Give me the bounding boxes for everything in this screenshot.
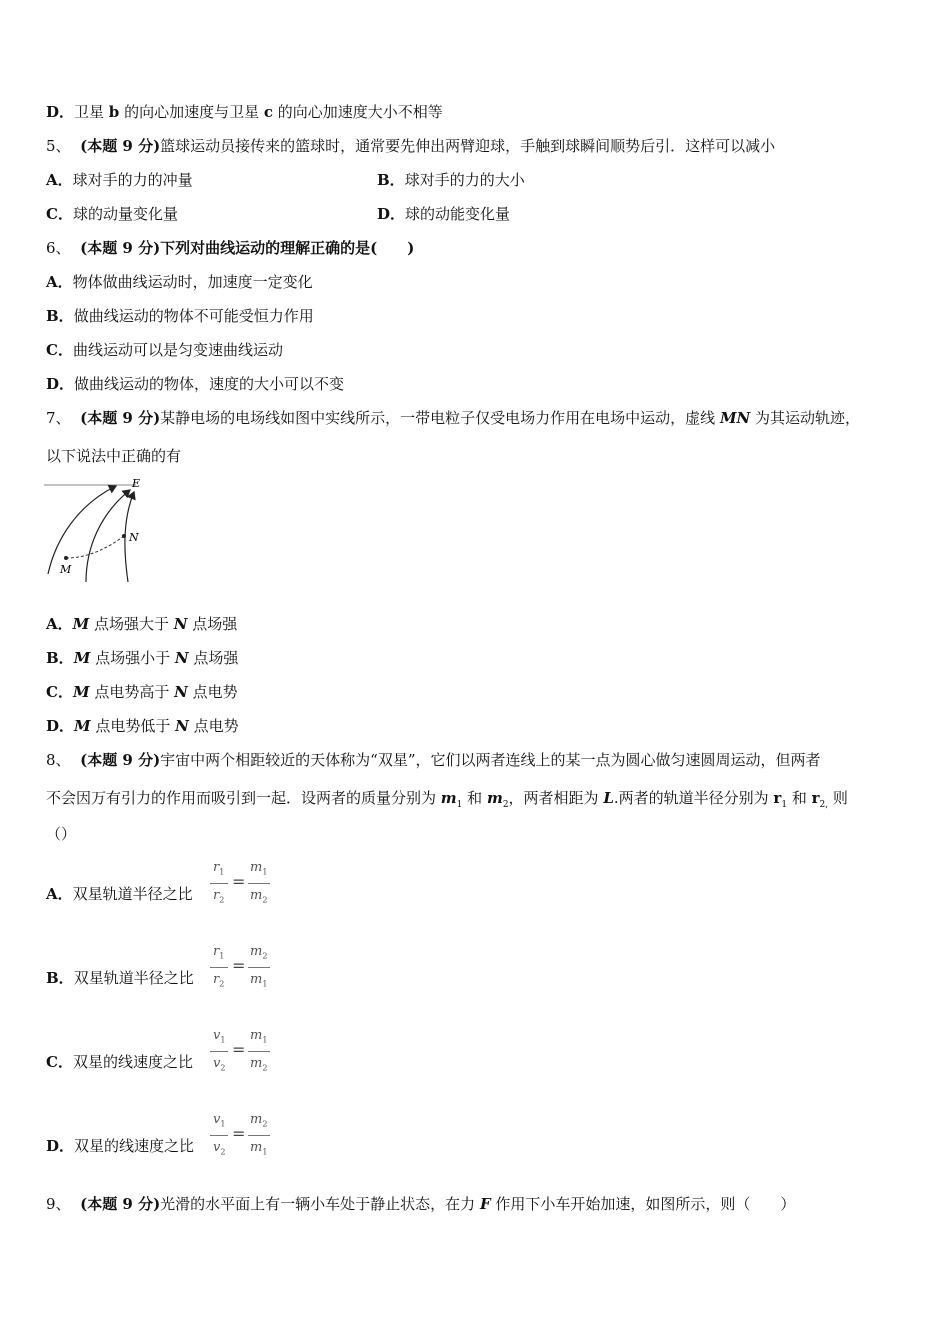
electric-field-figure — [44, 476, 154, 586]
frac-den-left: $r_2$ — [213, 888, 225, 905]
q5-option-b: B．球对手的力的大小 — [377, 171, 525, 189]
q7-option-b: B．M 点场强小于 N 点场强 — [46, 649, 239, 667]
point-n — [122, 534, 126, 538]
point-m — [64, 556, 68, 560]
q7-stem-line2: 以下说法中正确的有 — [46, 447, 182, 465]
q8-option-d: D．双星的线速度之比 — [46, 1137, 195, 1155]
q5-option-d: D．球的动能变化量 — [377, 205, 511, 223]
q7-option-d: D．M 点电势低于 N 点电势 — [46, 717, 239, 735]
q8-option-b: B．双星轨道半径之比 — [46, 969, 194, 987]
label-m: M — [60, 563, 72, 576]
q8-option-b-formula: $r_1$ $r_2$ = $m_2$ $m_1$ — [210, 944, 272, 994]
q6-option-b: B．做曲线运动的物体不可能受恒力作用 — [46, 307, 314, 325]
frac-den-right: $m_2$ — [250, 888, 268, 905]
field-line-1 — [48, 486, 116, 574]
q7-stem: 7、 (本题 9 分)某静电场的电场线如图中实线所示，一带电粒子仅受电场力作用在电场中运动，虚线 MN 为其运动轨迹， — [46, 409, 861, 427]
q7-option-a: A．M 点场强大于 N 点场强 — [46, 615, 238, 633]
q5-option-a: A．球对手的力的冲量 — [46, 171, 193, 189]
q8-option-c: C．双星的线速度之比 — [46, 1053, 193, 1071]
q5-stem: 5、 (本题 9 分)篮球运动员接传来的篮球时，通常要先伸出两臂迎球，手触到球瞬间顺势后引．这样可以减小 — [46, 137, 776, 155]
q6-option-a: A．物体做曲线运动时，加速度一定变化 — [46, 273, 313, 291]
trajectory-mn — [66, 536, 124, 558]
frac-num-right: $m_1$ — [250, 860, 268, 877]
label-e: E — [132, 477, 141, 490]
option-letter: D． — [46, 103, 75, 121]
q8-stem-line3: （） — [46, 825, 77, 843]
q6-stem: 6、 (本题 9 分)下列对曲线运动的理解正确的是( ) — [46, 239, 415, 257]
q5-option-c: C．球的动量变化量 — [46, 205, 178, 223]
q6-option-c: C．曲线运动可以是匀变速曲线运动 — [46, 341, 283, 359]
q8-option-c-formula: $v_1$ $v_2$ = $m_1$ $m_2$ — [210, 1028, 272, 1078]
q8-option-a: A．双星轨道半径之比 — [46, 885, 193, 903]
q8-stem: 8、 (本题 9 分)宇宙中两个相距较近的天体称为“双星”，它们以两者连线上的某一点为圆心做匀速圆周运动，但两者 — [46, 751, 821, 769]
label-n: N — [129, 531, 139, 544]
q8-option-d-formula: $v_1$ $v_2$ = $m_2$ $m_1$ — [210, 1112, 272, 1162]
frac-num-left: $r_1$ — [213, 860, 225, 877]
q6-option-d: D．做曲线运动的物体，速度的大小可以不变 — [46, 375, 345, 393]
q7-option-c: C．M 点电势高于 N 点电势 — [46, 683, 238, 701]
q8-option-a-formula: $r_1$ $r_2$ = $m_1$ $m_2$ — [210, 860, 272, 910]
q9-stem: 9、 (本题 9 分)光滑的水平面上有一辆小车处于静止状态，在力 F 作用下小车开始加速，如图所示，则（ ） — [46, 1195, 796, 1213]
q4-option-d: D．卫星 b 的向心加速度与卫星 c 的向心加速度大小不相等 — [46, 103, 443, 121]
q8-stem-line2: 不会因万有引力的作用而吸引到一起．设两者的质量分别为 $m_1$ 和 $m_2$，两者相距为 L.两者的轨道半径分别为 $r_1$ 和 $r_{2,}$ 则 — [46, 789, 848, 810]
